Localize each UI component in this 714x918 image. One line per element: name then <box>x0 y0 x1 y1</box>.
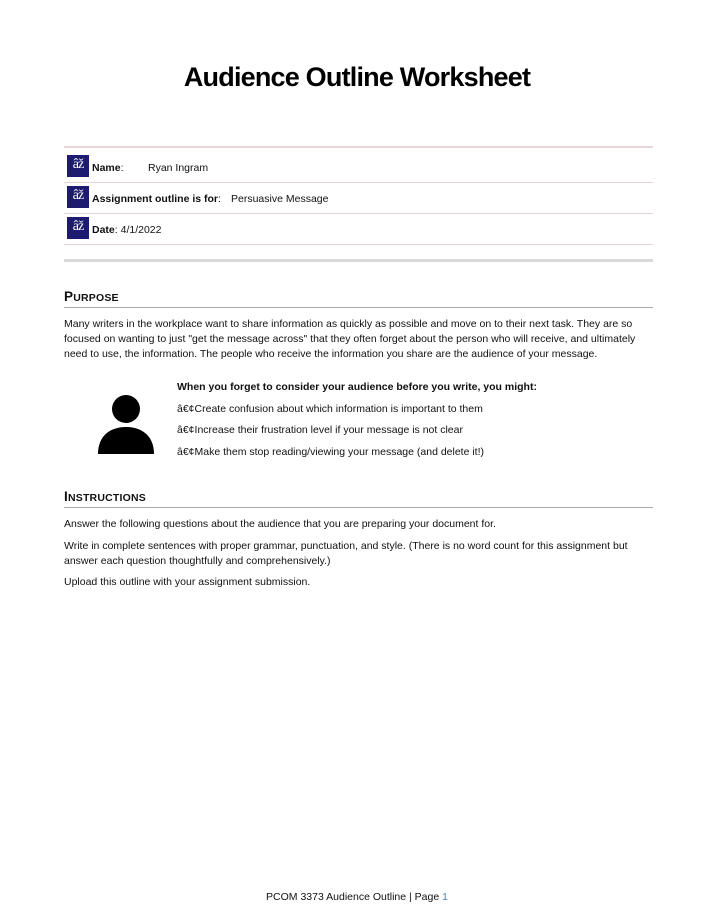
info-bullet-icon: âž <box>67 186 89 208</box>
name-value: Ryan Ingram <box>148 162 209 174</box>
info-row-date <box>64 214 653 245</box>
purpose-paragraph: Many writers in the workplace want to share information as quickly as possible and move on to their next task. They are so focused on wanting to just "get the message across" that they often forget about the person who will receive, and ultimately need to use, the information. The people who receive the information you share are the audience of your message. <box>64 318 636 360</box>
date-value: 4/1/2022 <box>120 224 162 236</box>
info-bullet-icon: âž <box>67 155 89 177</box>
consequence-item: â€¢Make them stop reading/viewing your message (and delete it!) <box>177 446 485 458</box>
date-label: Date <box>92 224 115 236</box>
student-info-table <box>64 146 653 262</box>
instructions-heading: INSTRUCTIONS <box>64 489 653 508</box>
page-footer <box>0 891 714 903</box>
person-icon <box>96 392 156 456</box>
name-separator: : <box>120 162 124 174</box>
purpose-heading: PURPOSE <box>64 289 653 308</box>
assignment-separator: : <box>218 193 221 205</box>
info-top-rule <box>64 146 653 148</box>
consequence-item: â€¢Increase their frustration level if your message is not clear <box>177 424 463 436</box>
info-bottom-rule <box>64 259 653 262</box>
page-number: 1 <box>442 891 448 903</box>
instructions-paragraph-3: Upload this outline with your assignment submission. <box>64 576 311 588</box>
instructions-paragraph-1: Answer the following questions about the audience that you are preparing your document for. <box>64 518 496 530</box>
consequence-item: â€¢Create confusion about which information is important to them <box>177 403 483 415</box>
name-label: Name <box>92 162 121 174</box>
info-row-assignment <box>64 183 653 214</box>
instructions-paragraph-2: Write in complete sentences with proper grammar, punctuation, and style. (There is no word count for this assignment but answer each question thoughtfully and comprehensively.) <box>64 540 628 567</box>
row-divider <box>64 244 653 246</box>
consequences-lead: When you forget to consider your audience before you write, you might: <box>177 381 537 393</box>
document-title: Audience Outline Worksheet <box>183 62 531 92</box>
info-row-name <box>64 152 653 183</box>
footer-text: PCOM 3373 Audience Outline | Page <box>266 891 443 903</box>
date-separator: : <box>114 224 118 236</box>
info-bullet-icon: âž <box>67 217 89 239</box>
assignment-label: Assignment outline is for <box>92 193 219 205</box>
assignment-value: Persuasive Message <box>231 193 329 205</box>
